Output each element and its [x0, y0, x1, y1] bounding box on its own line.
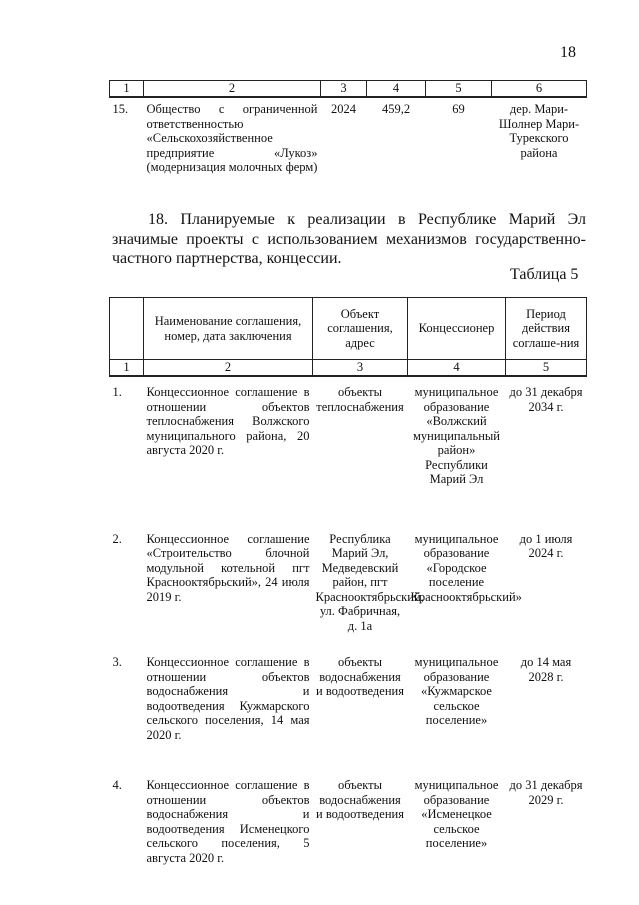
row-number: 3. [112, 655, 122, 669]
agreement-object: объекты водоснабжения и водоотведения [316, 655, 404, 698]
concessionaire: муниципальное образование «Исменецкое сельское поселение» [414, 778, 499, 850]
concessionaire: муниципальное образование «Кужмарское сельское поселение» [414, 655, 499, 727]
table-row [110, 647, 587, 742]
column-number: 1 [110, 81, 144, 98]
column-number: 3 [313, 360, 408, 377]
header-cell-period: Период действия соглаше-ния [506, 298, 587, 360]
agreement-name: Концессионное соглашение в отношении объектов теплоснабжения Волжского муниципального района, 20 августа 2020 г. [146, 385, 310, 457]
project-year: 2024 [331, 102, 356, 116]
column-number: 3 [321, 81, 367, 98]
project-location: дер. Мари-Шолнер Мари-Турекского района [498, 102, 580, 160]
header-cell-number [110, 298, 144, 360]
project-name: Общество с ограниченной ответственностью «Сельскохозяйственное предприятие «Лукоз» (модернизация молочных ферм) [146, 102, 318, 174]
agreement-object: объекты водоснабжения и водоотведения [316, 778, 404, 821]
agreement-period: до 14 мая 2028 г. [520, 655, 572, 684]
column-number: 1 [110, 360, 144, 377]
column-number: 6 [492, 81, 587, 98]
row-spacer [110, 487, 587, 524]
header-cell-agreement: Наименование соглашения, номер, дата заключения [144, 298, 313, 360]
projects-table-continuation [109, 80, 587, 175]
header-cell-object: Объект соглашения, адрес [313, 298, 408, 360]
agreement-name: Концессионное соглашение в отношении объектов водоснабжения и водоотведения Кужмарского сельского поселения, 14 мая 2020 г. [146, 655, 310, 742]
table-row [110, 376, 587, 487]
table-row [110, 524, 587, 634]
agreement-object: объекты теплоснабжения [316, 385, 404, 414]
table-column-numbers [110, 81, 587, 98]
column-number: 5 [426, 81, 492, 98]
column-number: 4 [367, 81, 426, 98]
section-paragraph [112, 210, 586, 269]
concessionaire: муниципальное образование «Городское поселение Краснооктябрьский» [410, 531, 522, 604]
row-number: 4. [112, 778, 122, 792]
row-number: 2. [112, 531, 122, 546]
row-number: 15. [112, 102, 129, 116]
table-row [110, 97, 587, 175]
table-row [110, 770, 587, 865]
agreement-period: до 31 декабря 2034 г. [509, 385, 583, 414]
agreement-name: Концессионное соглашение в отношении объектов водоснабжения и водоотведения Исменецкого сельского поселения, 5 августа 2020 г. [146, 778, 310, 865]
project-amount: 459,2 [381, 102, 411, 116]
concession-agreements-table [109, 297, 587, 865]
column-number: 5 [506, 360, 587, 377]
agreement-period: до 1 июля 2024 г. [519, 531, 573, 560]
table-header-row [110, 298, 587, 360]
row-spacer [110, 633, 587, 647]
page-number: 18 [560, 44, 576, 61]
agreement-name: Концессионное соглашение «Строительство блочной модульной котельной пгт Краснооктябрьский», 24 июля 2019 г. [146, 531, 310, 604]
row-number: 1. [112, 385, 122, 399]
column-number: 4 [408, 360, 506, 377]
agreement-object: Республика Марий Эл, Медведевский район, пгт Краснооктябрьский, ул. Фабричная, д. 1а [315, 531, 424, 633]
column-number: 2 [144, 81, 321, 98]
table-column-numbers [110, 360, 587, 377]
column-number: 2 [144, 360, 313, 377]
row-spacer [110, 742, 587, 770]
paragraph-text: 18. Планируемые к реализации в Республике Марий Эл значимые проекты с использованием механизмов государственно-частного партнерства, концессии. [112, 211, 586, 267]
project-jobs: 69 [452, 102, 465, 116]
table-label: Таблица 5 [510, 266, 579, 283]
header-cell-concessionaire: Концессионер [408, 298, 506, 360]
concessionaire: муниципальное образование «Волжский муниципальный район» Республики Марий Эл [413, 385, 500, 486]
agreement-period: до 31 декабря 2029 г. [509, 778, 583, 807]
